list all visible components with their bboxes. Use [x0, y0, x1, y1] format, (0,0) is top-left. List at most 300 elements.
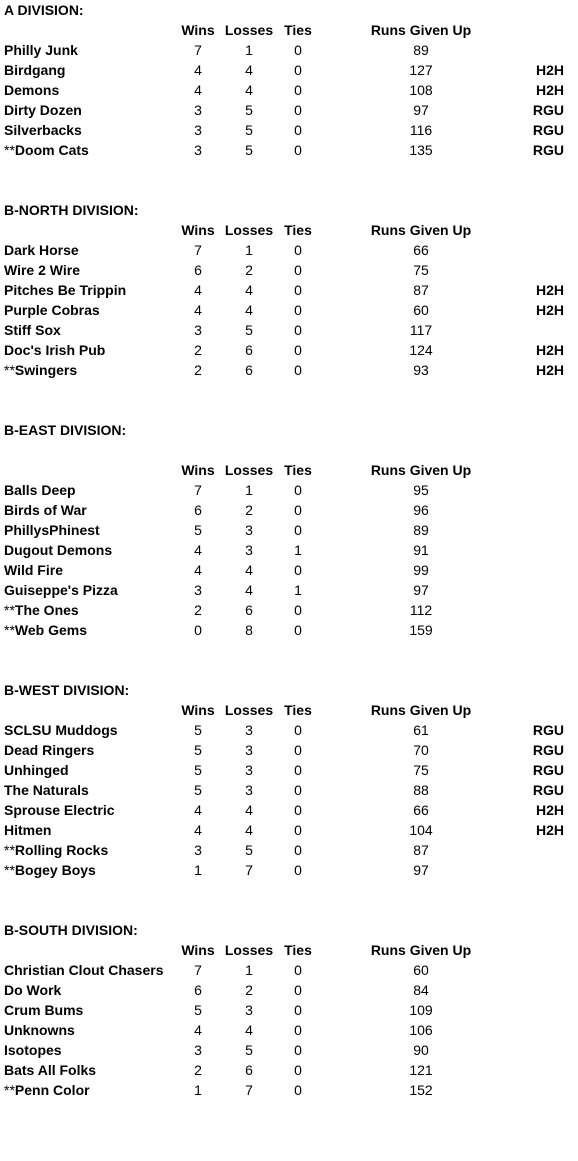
table-row — [0, 780, 578, 800]
column-header-wins: Wins — [181, 942, 215, 958]
team-name-text: Christian Clout Chasers — [4, 962, 164, 978]
team-name-text: Birds of War — [4, 502, 87, 518]
column-header-runs: Runs Given Up — [370, 22, 472, 38]
team-wins: 5 — [194, 782, 202, 798]
team-name — [4, 740, 94, 760]
division-section — [0, 680, 578, 920]
team-wins: 3 — [194, 842, 202, 858]
team-name — [4, 340, 105, 360]
team-name-text: Penn Color — [14, 1082, 90, 1098]
team-ties: 0 — [294, 802, 302, 818]
team-ties: 0 — [294, 282, 302, 298]
team-ties: 0 — [294, 622, 302, 638]
team-ties: 0 — [294, 262, 302, 278]
team-runs: 97 — [413, 102, 429, 118]
team-name-text: Swingers — [14, 362, 78, 378]
team-ties: 0 — [294, 302, 302, 318]
table-row — [0, 520, 578, 540]
team-name-text: Birdgang — [4, 62, 66, 78]
team-name — [4, 820, 51, 840]
team-name-text: Bats All Folks — [4, 1062, 97, 1078]
team-name-text: Dirty Dozen — [4, 102, 82, 118]
team-name — [4, 280, 126, 300]
team-runs: 87 — [413, 842, 429, 858]
team-runs: 96 — [413, 502, 429, 518]
team-name-text: Silverbacks — [4, 122, 82, 138]
team-losses: 2 — [245, 262, 253, 278]
team-losses: 1 — [245, 242, 253, 258]
team-name — [4, 800, 115, 820]
division-title: A DIVISION: — [4, 2, 84, 18]
tiebreaker-note: RGU — [532, 782, 564, 798]
team-runs: 60 — [413, 962, 429, 978]
team-wins: 4 — [194, 302, 202, 318]
team-losses: 6 — [245, 602, 253, 618]
team-name-text: Do Work — [4, 982, 62, 998]
team-losses: 3 — [245, 762, 253, 778]
team-ties: 0 — [294, 982, 302, 998]
team-losses: 3 — [245, 782, 253, 798]
team-ties: 0 — [294, 602, 302, 618]
team-wins: 4 — [194, 82, 202, 98]
team-losses: 1 — [245, 482, 253, 498]
team-name — [4, 320, 61, 340]
team-losses: 5 — [245, 1042, 253, 1058]
team-ties: 0 — [294, 1042, 302, 1058]
team-wins: 5 — [194, 1002, 202, 1018]
team-name — [4, 480, 76, 500]
asterisk-marker: ** — [4, 862, 15, 878]
team-name — [4, 1020, 75, 1040]
team-wins: 6 — [194, 982, 202, 998]
team-runs: 88 — [413, 782, 429, 798]
team-name-text: Demons — [4, 82, 60, 98]
tiebreaker-note: RGU — [532, 102, 564, 118]
column-header-runs: Runs Given Up — [370, 942, 472, 958]
team-name — [4, 620, 87, 640]
tiebreaker-note: H2H — [535, 802, 564, 818]
team-ties: 0 — [294, 142, 302, 158]
team-wins: 2 — [194, 1062, 202, 1078]
team-name-text: Purple Cobras — [4, 302, 100, 318]
team-name-text: Wire 2 Wire — [4, 262, 80, 278]
team-wins: 3 — [194, 102, 202, 118]
table-row — [0, 1080, 578, 1100]
team-runs: 93 — [413, 362, 429, 378]
asterisk-marker: ** — [4, 142, 15, 158]
team-losses: 5 — [245, 142, 253, 158]
team-runs: 97 — [413, 582, 429, 598]
team-runs: 84 — [413, 982, 429, 998]
team-losses: 3 — [245, 522, 253, 538]
team-losses: 3 — [245, 722, 253, 738]
team-runs: 90 — [413, 1042, 429, 1058]
team-name — [4, 120, 82, 140]
team-ties: 0 — [294, 322, 302, 338]
team-wins: 2 — [194, 362, 202, 378]
table-row — [0, 80, 578, 100]
team-wins: 7 — [194, 242, 202, 258]
team-losses: 2 — [245, 502, 253, 518]
team-name-text: Doc's Irish Pub — [4, 342, 106, 358]
column-header-losses: Losses — [224, 942, 274, 958]
team-name-text: Unhinged — [4, 762, 69, 778]
team-losses: 4 — [245, 1022, 253, 1038]
table-row — [0, 560, 578, 580]
team-name — [4, 560, 63, 580]
column-header-losses: Losses — [224, 222, 274, 238]
team-name — [4, 60, 65, 80]
column-header-ties: Ties — [284, 702, 312, 718]
tiebreaker-note: RGU — [532, 722, 564, 738]
team-name-text: Crum Bums — [4, 1002, 84, 1018]
team-name-text: Sprouse Electric — [4, 802, 115, 818]
table-row — [0, 620, 578, 640]
table-row — [0, 540, 578, 560]
team-ties: 0 — [294, 742, 302, 758]
team-ties: 0 — [294, 562, 302, 578]
table-row — [0, 740, 578, 760]
team-ties: 0 — [294, 762, 302, 778]
table-row — [0, 1000, 578, 1020]
team-name — [4, 840, 108, 860]
team-losses: 1 — [245, 962, 253, 978]
team-runs: 108 — [409, 82, 433, 98]
team-name-text: Isotopes — [4, 1042, 62, 1058]
table-row — [0, 1060, 578, 1080]
tiebreaker-note: H2H — [535, 82, 564, 98]
team-wins: 5 — [194, 742, 202, 758]
team-wins: 1 — [194, 1082, 202, 1098]
team-wins: 3 — [194, 1042, 202, 1058]
team-name — [4, 500, 87, 520]
division-title: B-NORTH DIVISION: — [4, 202, 139, 218]
team-losses: 3 — [245, 1002, 253, 1018]
team-losses: 6 — [245, 342, 253, 358]
team-losses: 3 — [245, 742, 253, 758]
tiebreaker-note: RGU — [532, 762, 564, 778]
team-runs: 60 — [413, 302, 429, 318]
team-wins: 7 — [194, 962, 202, 978]
column-header-row — [0, 700, 578, 720]
table-row — [0, 100, 578, 120]
team-ties: 0 — [294, 962, 302, 978]
team-wins: 3 — [194, 142, 202, 158]
division-title: B-EAST DIVISION: — [4, 422, 127, 438]
team-losses: 5 — [245, 842, 253, 858]
table-row — [0, 1020, 578, 1040]
column-header-runs: Runs Given Up — [370, 462, 472, 478]
table-row — [0, 240, 578, 260]
team-wins: 3 — [194, 122, 202, 138]
column-header-losses: Losses — [224, 462, 274, 478]
table-row — [0, 60, 578, 80]
team-name — [4, 1040, 62, 1060]
team-runs: 66 — [413, 242, 429, 258]
team-runs: 124 — [409, 342, 433, 358]
table-row — [0, 600, 578, 620]
team-name-text: Wild Fire — [4, 562, 63, 578]
team-ties: 0 — [294, 1002, 302, 1018]
team-losses: 5 — [245, 102, 253, 118]
team-name-text: The Ones — [14, 602, 79, 618]
team-wins: 4 — [194, 562, 202, 578]
table-row — [0, 860, 578, 880]
team-name-text: Dark Horse — [4, 242, 79, 258]
team-ties: 0 — [294, 342, 302, 358]
table-row — [0, 580, 578, 600]
column-header-runs: Runs Given Up — [370, 702, 472, 718]
team-runs: 106 — [409, 1022, 433, 1038]
team-name — [4, 300, 100, 320]
team-name — [4, 720, 118, 740]
team-runs: 87 — [413, 282, 429, 298]
team-losses: 1 — [245, 42, 253, 58]
table-row — [0, 280, 578, 300]
column-header-ties: Ties — [284, 222, 312, 238]
team-ties: 0 — [294, 782, 302, 798]
team-name-text: Pitches Be Trippin — [4, 282, 127, 298]
team-runs: 89 — [413, 42, 429, 58]
column-header-ties: Ties — [284, 942, 312, 958]
team-ties: 0 — [294, 42, 302, 58]
column-header-wins: Wins — [181, 222, 215, 238]
table-row — [0, 1040, 578, 1060]
team-ties: 0 — [294, 82, 302, 98]
team-wins: 4 — [194, 802, 202, 818]
team-ties: 1 — [294, 582, 302, 598]
table-row — [0, 320, 578, 340]
team-losses: 5 — [245, 122, 253, 138]
column-header-row — [0, 940, 578, 960]
team-losses: 4 — [245, 82, 253, 98]
team-losses: 6 — [245, 1062, 253, 1078]
table-row — [0, 960, 578, 980]
team-wins: 3 — [194, 322, 202, 338]
tiebreaker-note: H2H — [535, 282, 564, 298]
team-losses: 4 — [245, 302, 253, 318]
team-name — [4, 960, 163, 980]
team-losses: 5 — [245, 322, 253, 338]
team-losses: 7 — [245, 1082, 253, 1098]
division-section — [0, 920, 578, 1140]
team-name-text: Bogey Boys — [14, 862, 96, 878]
team-ties: 0 — [294, 822, 302, 838]
column-header-losses: Losses — [224, 702, 274, 718]
team-name — [4, 260, 80, 280]
team-ties: 0 — [294, 522, 302, 538]
team-wins: 1 — [194, 862, 202, 878]
team-losses: 4 — [245, 62, 253, 78]
column-header-runs: Runs Given Up — [370, 222, 472, 238]
asterisk-marker: ** — [4, 602, 15, 618]
team-runs: 121 — [409, 1062, 433, 1078]
division-title: B-SOUTH DIVISION: — [4, 922, 138, 938]
asterisk-marker: ** — [4, 1082, 15, 1098]
table-row — [0, 720, 578, 740]
team-runs: 135 — [409, 142, 433, 158]
team-name — [4, 780, 89, 800]
team-runs: 116 — [409, 122, 433, 138]
asterisk-marker: ** — [4, 362, 15, 378]
team-name — [4, 980, 61, 1000]
team-ties: 0 — [294, 502, 302, 518]
team-runs: 112 — [409, 602, 433, 618]
team-ties: 0 — [294, 862, 302, 878]
team-wins: 4 — [194, 282, 202, 298]
team-wins: 2 — [194, 602, 202, 618]
team-wins: 4 — [194, 1022, 202, 1038]
team-name — [4, 540, 112, 560]
column-header-row — [0, 220, 578, 240]
team-ties: 0 — [294, 122, 302, 138]
team-name — [4, 860, 96, 880]
team-losses: 4 — [245, 582, 253, 598]
team-runs: 117 — [409, 322, 433, 338]
team-name — [4, 80, 59, 100]
team-wins: 0 — [194, 622, 202, 638]
team-wins: 4 — [194, 62, 202, 78]
team-name-text: SCLSU Muddogs — [4, 722, 118, 738]
team-wins: 7 — [194, 482, 202, 498]
tiebreaker-note: H2H — [535, 302, 564, 318]
team-runs: 97 — [413, 862, 429, 878]
table-row — [0, 140, 578, 160]
division-section — [0, 0, 578, 200]
team-losses: 4 — [245, 802, 253, 818]
team-name-text: Dugout Demons — [4, 542, 113, 558]
team-wins: 6 — [194, 262, 202, 278]
team-ties: 0 — [294, 1022, 302, 1038]
team-name — [4, 40, 78, 60]
team-ties: 0 — [294, 1062, 302, 1078]
team-name — [4, 580, 118, 600]
team-wins: 5 — [194, 722, 202, 738]
team-name — [4, 520, 100, 540]
team-losses: 4 — [245, 562, 253, 578]
column-header-ties: Ties — [284, 462, 312, 478]
tiebreaker-note: H2H — [535, 342, 564, 358]
tiebreaker-note: H2H — [535, 362, 564, 378]
team-name-text: Web Gems — [14, 622, 88, 638]
division-section — [0, 420, 578, 680]
table-row — [0, 480, 578, 500]
team-ties: 0 — [294, 242, 302, 258]
column-header-row — [0, 20, 578, 40]
team-runs: 95 — [413, 482, 429, 498]
column-header-wins: Wins — [181, 22, 215, 38]
column-header-ties: Ties — [284, 22, 312, 38]
table-row — [0, 360, 578, 380]
team-name-text: Philly Junk — [4, 42, 78, 58]
table-row — [0, 980, 578, 1000]
team-name-text: PhillysPhinest — [4, 522, 100, 538]
team-ties: 0 — [294, 62, 302, 78]
team-runs: 70 — [413, 742, 429, 758]
table-row — [0, 760, 578, 780]
team-name — [4, 600, 79, 620]
team-ties: 0 — [294, 842, 302, 858]
team-wins: 6 — [194, 502, 202, 518]
team-runs: 104 — [409, 822, 433, 838]
table-row — [0, 820, 578, 840]
tiebreaker-note: RGU — [532, 742, 564, 758]
column-header-wins: Wins — [181, 702, 215, 718]
team-runs: 89 — [413, 522, 429, 538]
team-name-text: Rolling Rocks — [14, 842, 109, 858]
team-ties: 0 — [294, 722, 302, 738]
table-row — [0, 840, 578, 860]
team-wins: 7 — [194, 42, 202, 58]
team-name — [4, 140, 89, 160]
team-losses: 8 — [245, 622, 253, 638]
table-row — [0, 40, 578, 60]
tiebreaker-note: RGU — [532, 122, 564, 138]
table-row — [0, 340, 578, 360]
team-losses: 7 — [245, 862, 253, 878]
team-name-text: Dead Ringers — [4, 742, 95, 758]
table-row — [0, 500, 578, 520]
asterisk-marker: ** — [4, 622, 15, 638]
asterisk-marker: ** — [4, 842, 15, 858]
team-ties: 0 — [294, 102, 302, 118]
team-ties: 1 — [294, 542, 302, 558]
team-wins: 2 — [194, 342, 202, 358]
table-row — [0, 800, 578, 820]
team-wins: 4 — [194, 542, 202, 558]
team-name — [4, 360, 77, 380]
team-name-text: Balls Deep — [4, 482, 76, 498]
team-name — [4, 1000, 83, 1020]
team-runs: 159 — [409, 622, 433, 638]
team-runs: 99 — [413, 562, 429, 578]
team-ties: 0 — [294, 362, 302, 378]
column-header-wins: Wins — [181, 462, 215, 478]
team-wins: 3 — [194, 582, 202, 598]
column-header-row — [0, 460, 578, 480]
team-runs: 152 — [409, 1082, 433, 1098]
column-header-losses: Losses — [224, 22, 274, 38]
team-losses: 4 — [245, 822, 253, 838]
table-row — [0, 260, 578, 280]
team-name-text: Doom Cats — [14, 142, 89, 158]
team-losses: 6 — [245, 362, 253, 378]
team-runs: 127 — [409, 62, 433, 78]
team-name — [4, 100, 82, 120]
team-runs: 109 — [409, 1002, 433, 1018]
team-name — [4, 1080, 90, 1100]
team-runs: 75 — [413, 262, 429, 278]
team-runs: 75 — [413, 762, 429, 778]
team-name — [4, 240, 79, 260]
team-runs: 91 — [413, 542, 429, 558]
tiebreaker-note: RGU — [532, 142, 564, 158]
team-name-text: Guiseppe's Pizza — [4, 582, 118, 598]
division-title: B-WEST DIVISION: — [4, 682, 130, 698]
table-row — [0, 300, 578, 320]
team-ties: 0 — [294, 482, 302, 498]
team-runs: 61 — [413, 722, 429, 738]
division-section — [0, 200, 578, 420]
team-name-text: The Naturals — [4, 782, 89, 798]
team-wins: 4 — [194, 822, 202, 838]
team-losses: 3 — [245, 542, 253, 558]
team-runs: 66 — [413, 802, 429, 818]
team-losses: 4 — [245, 282, 253, 298]
team-name-text: Unknowns — [4, 1022, 75, 1038]
tiebreaker-note: H2H — [535, 62, 564, 78]
team-name-text: Hitmen — [4, 822, 52, 838]
